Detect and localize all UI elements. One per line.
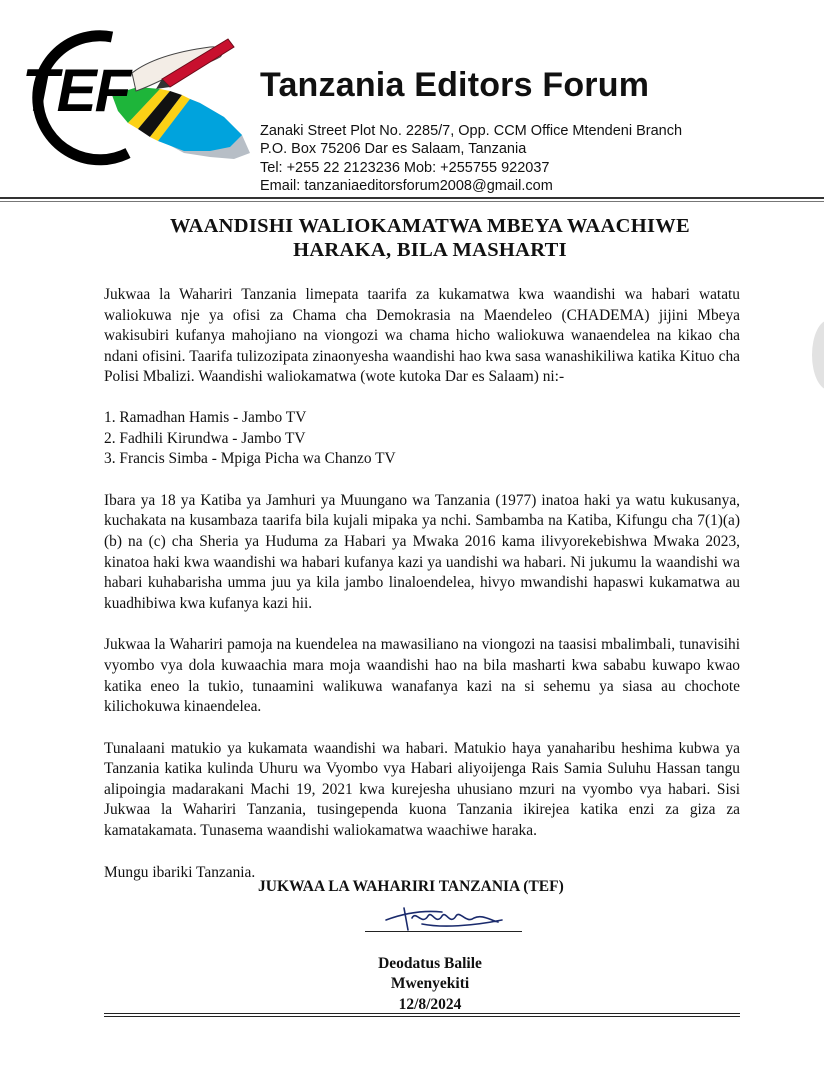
tef-logo	[20, 25, 260, 175]
signature	[382, 898, 522, 938]
list-item: 1. Ramadhan Hamis - Jambo TV	[104, 408, 307, 426]
signer-name: Deodatus Balile	[378, 955, 482, 972]
signer-block	[340, 954, 520, 1015]
phone-line: Tel: +255 22 2123236 Mob: +255755 922037	[260, 159, 550, 176]
paragraph: Tunalaani matukio ya kukamata waandishi wa habari. Matukio haya yanaharibu heshima kubwa ya Tanzania katika kulinda Uhuru wa Vyombo vya Habari aliyoijenga Rais Samia Suluhu Hassan tangu alipoingia madarakani Machi 19, 2021 kwa kurejesha uhusiano mzuri na vyombo vya habari. Sisi Jukwaa la Wahariri Tanzania, tusingependa kuona Tanzania ikirejea katika enzi za giza za kamatakamata. Tunasema waandishi waliokamatwa waachiwe haraka.	[104, 739, 740, 840]
signer-title: Mwenyekiti	[390, 975, 470, 993]
letterhead	[0, 0, 824, 200]
paragraph: Jukwaa la Wahariri Tanzania limepata taarifa za kukamatwa kwa waandishi wa habari watatu waliokuwa nje ya ofisi za Chama cha Demokrasia na Maendeleo (CHADEMA) jijini Mbeya wakisubiri kufanya mahojiano na viongozi wa chama hicho waliokuwa wanaendelea na kikao cha ndani ofisini. Taarifa tulizozipata zinaonyesha waandishi hao kwa sasa wanashikiliwa katika Kituo cha Polisi Mbalizi. Waandishi waliokamatwa (wote kutoka Dar es Salaam) ni:-	[104, 286, 740, 386]
address-block	[260, 122, 682, 195]
address-line: Zanaki Street Plot No. 2285/7, Opp. CCM Office Mtendeni Branch	[260, 123, 683, 139]
title-line: HARAKA, BILA MASHARTI	[293, 239, 567, 261]
header-divider-thin	[0, 201, 824, 202]
logo-letters: TEF	[22, 57, 130, 124]
list-item: 2. Fadhili Kirundwa - Jambo TV	[104, 429, 306, 447]
footer-divider	[104, 1013, 740, 1014]
footer-divider-2	[104, 1016, 740, 1017]
closing-organization: JUKWAA LA WAHARIRI TANZANIA (TEF)	[258, 878, 564, 895]
org-name: Tanzania Editors Forum	[260, 66, 650, 104]
email-line: Email: tanzaniaeditorsforum2008@gmail.com	[260, 177, 553, 194]
document-title	[60, 214, 800, 262]
detained-journalists-list	[104, 408, 740, 470]
header-divider	[0, 197, 824, 199]
page-edge-shadow	[812, 320, 824, 390]
list-item: 3. Francis Simba - Mpiga Picha wa Chanzo TV	[104, 450, 396, 468]
paragraph: Jukwaa la Wahariri pamoja na kuendelea na mawasiliano na viongozi na taasisi mbalimbali, tunavisihi vyombo vya dola kuwaachia mara moja waandishi hao na bila masharti kwa sababu kuwapo kwao katika eneo la tukio, tunaamini walikuwa wanafanya kazi na si sehemu ya siasa au chochote kilichokuwa kinaendelea.	[104, 636, 740, 716]
paragraph: Ibara ya 18 ya Katiba ya Jamhuri ya Muungano wa Tanzania (1977) inatoa haki ya watu kukusanya, kuchakata na kusambaza taarifa bila kujali mipaka ya nchi. Sambamba na Katiba, Kifungu cha 7(1)(a)(b) na (c) cha Sheria ya Huduma za Habari ya Mwaka 2016 kama ilivyorekebishwa Mwaka 2023, kinatoa haki kwa waandishi wa habari kufanya kazi ya uandishi wa habari. Ni jukumu la waandishi wa habari kuhabarisha umma juu ya kila jambo linaloendelea, hivyo mwandishi hapaswi kukamatwa au kuadhibiwa kwa kufanya kazi hii.	[104, 491, 740, 612]
document-date: 12/8/2024	[398, 995, 462, 1013]
title-line: WAANDISHI WALIOKAMATWA MBEYA WAACHIWE	[169, 215, 691, 237]
address-line: P.O. Box 75206 Dar es Salaam, Tanzania	[260, 141, 527, 158]
letter-body	[104, 285, 740, 883]
closing-blessing: Mungu ibariki Tanzania.	[104, 863, 256, 881]
signature-line	[365, 931, 522, 932]
